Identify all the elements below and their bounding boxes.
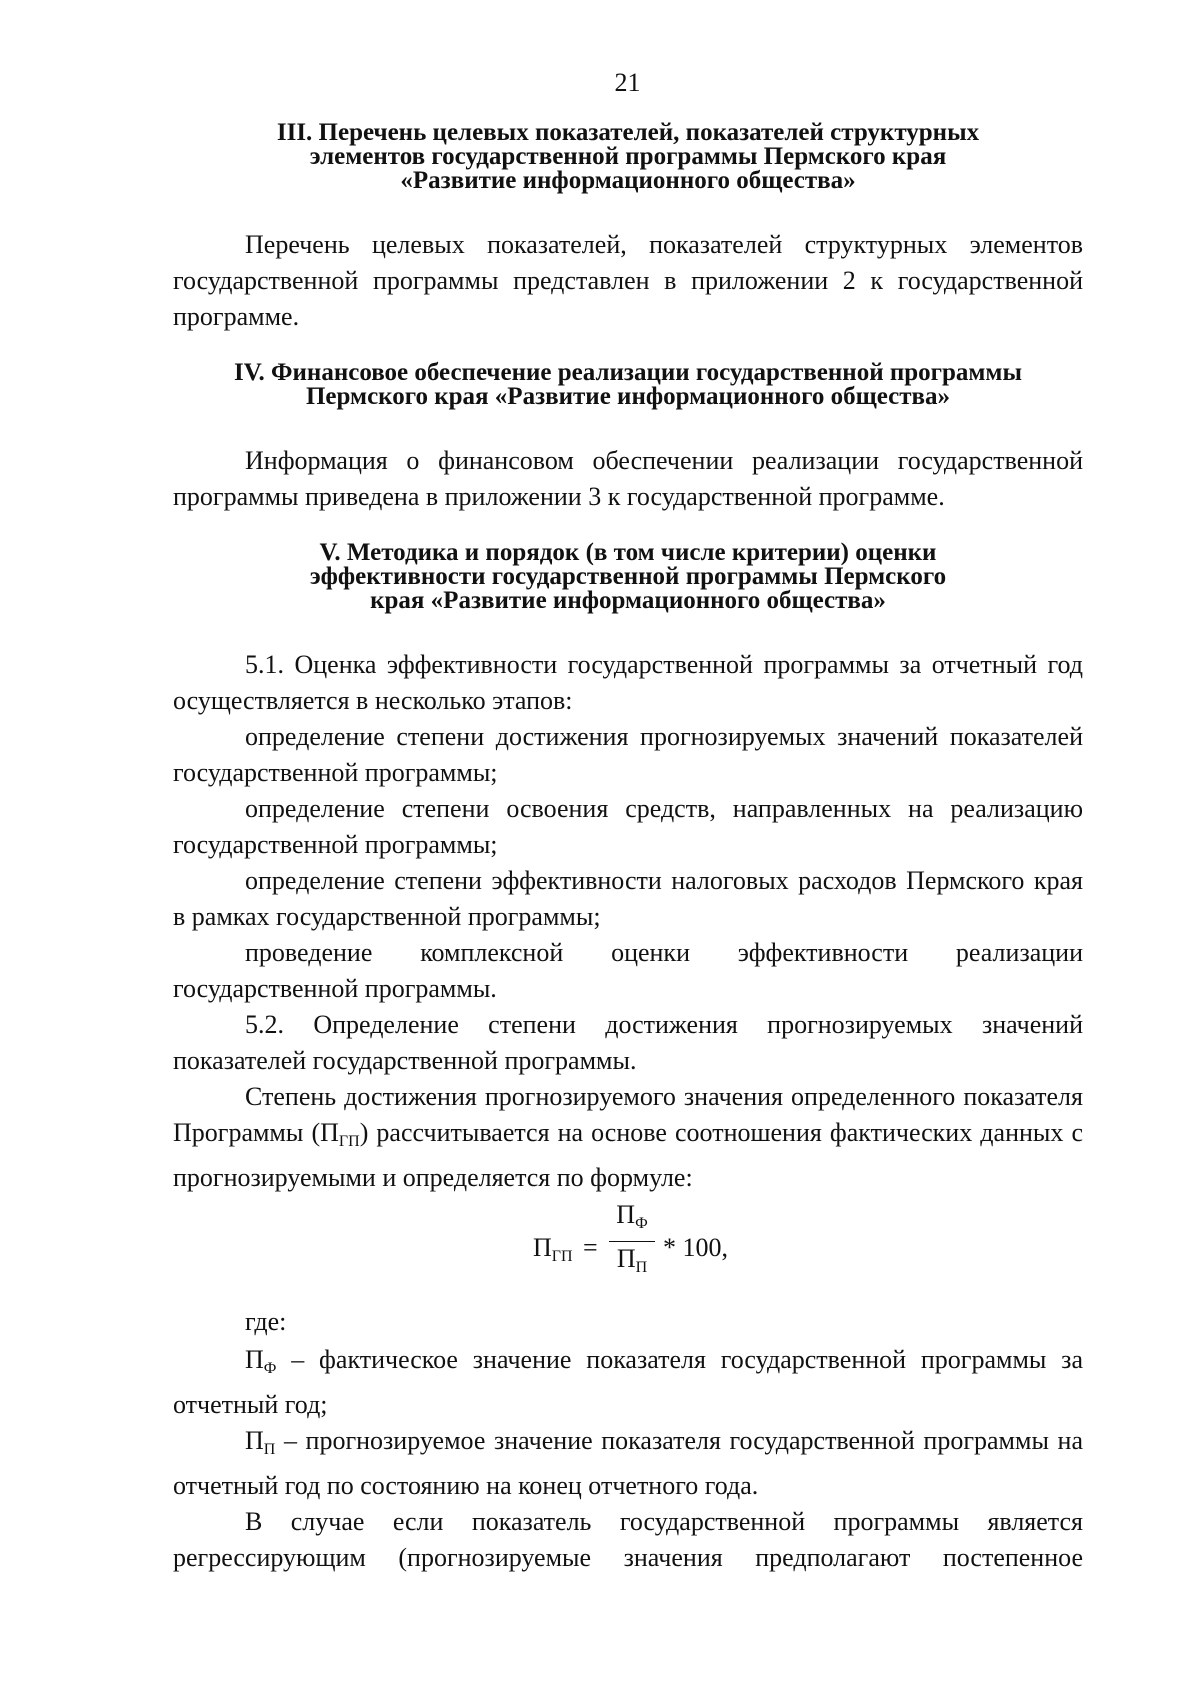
definition-fact: $П_Ф$ – фактическое значение показателя государственной программы за отчетный год; — [173, 1345, 1083, 1419]
section-3-heading-line: элементов государственной программы Пермского края — [309, 143, 947, 170]
section-5-heading-line: V. Методика и порядок (в том числе критерии) оценки — [319, 539, 937, 566]
section-5-heading — [173, 541, 1083, 613]
stage-item: проведение комплексной оценки эффективности реализации государственной программы. — [173, 938, 1083, 1003]
section-3-heading — [173, 121, 1083, 193]
document-body — [173, 121, 1083, 1576]
formula-fraction — [609, 1200, 655, 1285]
formula-denominator: $П_П$ — [616, 1244, 648, 1276]
section-3-heading-line: «Развитие информационного общества» — [400, 167, 856, 194]
formula-lhs: $П_{ГП}$ — [533, 1233, 573, 1265]
formula-multiplier: * 100, — [663, 1233, 728, 1262]
formula-intro-paragraph: Степень достижения прогнозируемого значения определенного показателя Программы $(П_{ГП})$ рассчитывается на основе соотношения фактических данных с прогнозируемыми и определяется по формуле: — [173, 1082, 1083, 1192]
paragraph-5-1: 5.1. Оценка эффективности государственной программы за отчетный год осуществляется в несколько этапов: — [173, 650, 1083, 715]
section-4-heading-line: Пермского края «Развитие информационного общества» — [305, 383, 951, 410]
section-4-paragraph: Информация о финансовом обеспечении реализации государственной программы приведена в приложении 3 к государственной программе. — [173, 446, 1083, 511]
definition-forecast: $П_П$ – прогнозируемое значение показателя государственной программы на отчетный год по состоянию на конец отчетного года. — [173, 1426, 1083, 1500]
section-5-heading-line: края «Развитие информационного общества» — [370, 587, 886, 614]
stage-item: определение степени освоения средств, направленных на реализацию государственной программы; — [173, 794, 1083, 859]
paragraph-5-2: 5.2. Определение степени достижения прогнозируемых значений показателей государственной программы. — [173, 1010, 1083, 1075]
section-4-heading — [173, 361, 1083, 409]
section-5-heading-line: эффективности государственной программы Пермского — [309, 563, 947, 590]
stage-item: определение степени достижения прогнозируемых значений показателей государственной программы; — [173, 722, 1083, 787]
section-3-paragraph: Перечень целевых показателей, показателей структурных элементов государственной программы представлен в приложении 2 к государственной программе. — [173, 230, 1083, 331]
stage-item: определение степени эффективности налоговых расходов Пермского края в рамках государственной программы; — [173, 866, 1083, 931]
formula — [173, 1196, 1083, 1304]
section-3-heading-line: III. Перечень целевых показателей, показателей структурных — [276, 119, 980, 146]
page-number: 21 — [614, 68, 641, 97]
formula-equals: = — [583, 1233, 598, 1262]
section-4-heading-line: IV. Финансовое обеспечение реализации государственной программы — [233, 359, 1022, 386]
final-paragraph: В случае если показатель государственной программы является регрессирующим (прогнозируемые значения предполагают постепенное — [173, 1507, 1083, 1572]
formula-numerator: $П_Ф$ — [609, 1200, 655, 1242]
where-label: где: — [245, 1307, 287, 1336]
